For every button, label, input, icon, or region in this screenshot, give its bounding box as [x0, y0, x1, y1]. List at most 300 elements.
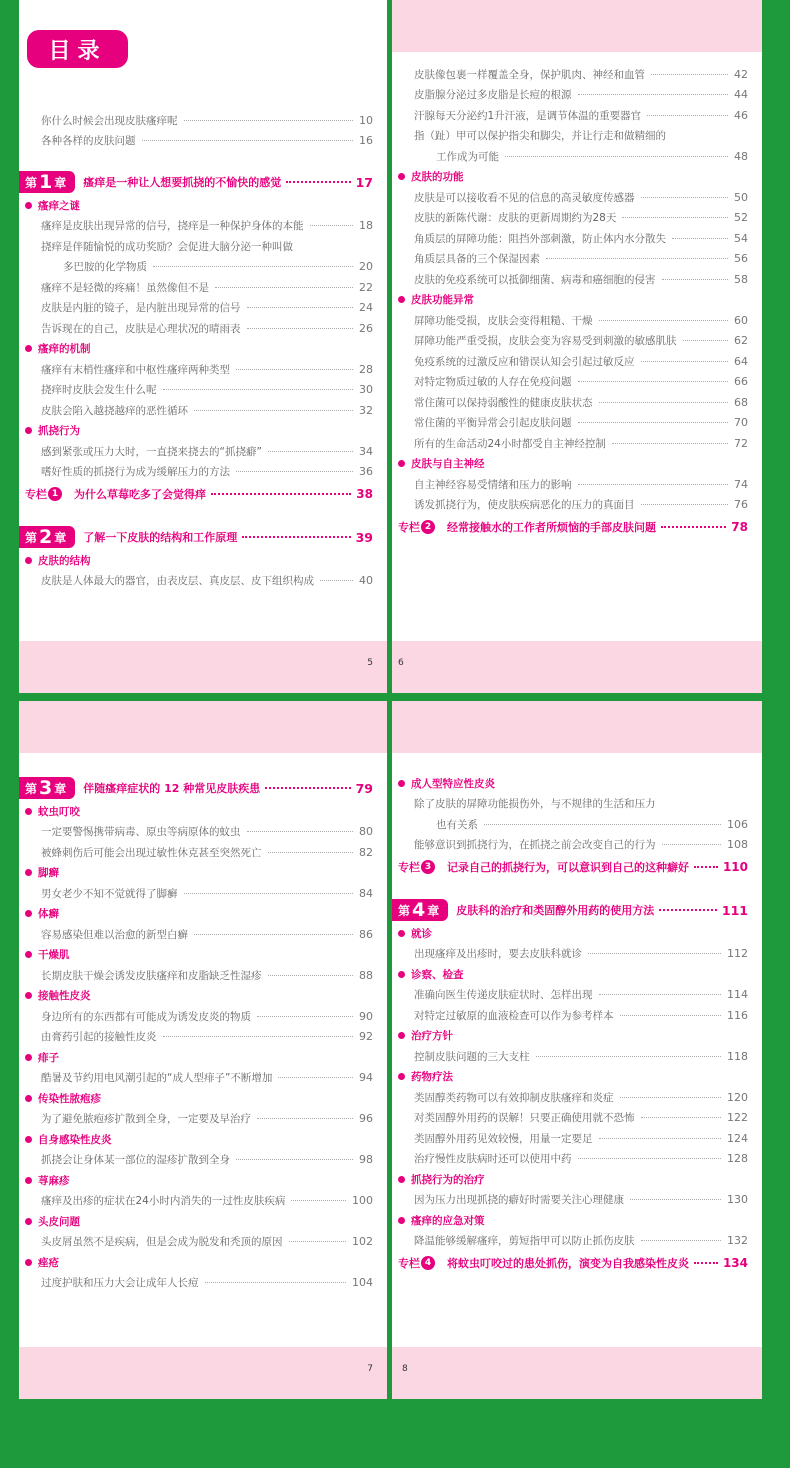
toc-entry[interactable]: [19, 842, 387, 863]
toc-section-heading: [19, 904, 387, 925]
bullet-dot-icon: [398, 1032, 405, 1039]
toc-column-row[interactable]: [392, 855, 762, 879]
entry-page-number: 98: [359, 1153, 373, 1167]
entry-page-number: 46: [734, 108, 748, 122]
toc-entry[interactable]: [19, 380, 387, 401]
dot-leader: [505, 156, 728, 157]
entry-page-number: 96: [359, 1112, 373, 1126]
toc-entry[interactable]: [392, 474, 762, 495]
bullet-dot-icon: [25, 1136, 32, 1143]
entry-page-number: 132: [727, 1234, 748, 1248]
bullet-dot-icon: [398, 1217, 405, 1224]
toc-entry[interactable]: [392, 187, 762, 208]
toc-entry[interactable]: [392, 228, 762, 249]
toc-page-8: [392, 701, 762, 1399]
dot-leader: [694, 1262, 718, 1264]
toc-entry[interactable]: [19, 1191, 387, 1212]
chapter-prefix: 第: [25, 175, 38, 190]
dot-leader: [268, 451, 353, 452]
dot-leader: [599, 320, 729, 321]
entry-title: 皮肤是人体最大的器官，由表皮层、真皮层、皮下组织构成: [41, 575, 314, 588]
entry-page-number: 16: [359, 134, 373, 148]
toc-entry[interactable]: [19, 216, 387, 237]
bullet-dot-icon: [25, 869, 32, 876]
toc-page-7: [19, 701, 387, 1399]
section-title: 抓挠行为的治疗: [411, 1173, 485, 1186]
toc-entry[interactable]: [19, 298, 387, 319]
entry-page-number: 76: [734, 498, 748, 512]
column-page-number: 38: [356, 487, 373, 501]
toc-entry[interactable]: [19, 359, 387, 380]
toc-entry[interactable]: [19, 883, 387, 904]
toc-section-heading: [19, 945, 387, 966]
page-number: 5: [367, 658, 373, 668]
toc-entry[interactable]: [392, 269, 762, 290]
toc-entry[interactable]: [19, 1232, 387, 1253]
dot-leader: [694, 866, 718, 868]
toc-entry[interactable]: [392, 331, 762, 352]
toc-entry[interactable]: [19, 257, 387, 278]
bullet-dot-icon: [398, 296, 405, 303]
entry-title: 汗腺每天分泌约1升汗液，是调节体温的重要器官: [414, 109, 642, 122]
toc-entry[interactable]: [392, 1108, 762, 1129]
toc-entry[interactable]: [392, 146, 762, 167]
section-title: 皮肤的功能: [411, 171, 464, 184]
dot-leader: [247, 307, 354, 308]
dot-leader: [662, 844, 722, 845]
column-title: 为什么草莓吃多了会觉得痒: [74, 488, 206, 501]
bullet-dot-icon: [25, 808, 32, 815]
section-title: 瘙痒的应急对策: [411, 1214, 485, 1227]
entry-page-number: 94: [359, 1071, 373, 1085]
entry-title: 各种各样的皮肤问题: [41, 135, 136, 148]
chapter-prefix: 第: [398, 903, 411, 918]
toc-section-heading: [392, 773, 762, 794]
toc-entry[interactable]: [392, 413, 762, 434]
entry-title: 常住菌的平衡异常会引起皮肤问题: [414, 417, 572, 430]
entry-title: 角质层具备的三个保湿因素: [414, 253, 540, 266]
chapter-suffix: 章: [54, 781, 67, 796]
section-gap: [19, 151, 387, 169]
entry-page-number: 108: [727, 838, 748, 852]
toc-chapter-row[interactable]: [19, 775, 387, 801]
entry-title: 屏障功能受损，皮肤会变得粗糙、干燥: [414, 314, 593, 327]
dot-leader: [546, 258, 728, 259]
chapter-page-number: 39: [355, 529, 373, 545]
chapter-suffix: 章: [54, 175, 67, 190]
section-title: 体癣: [38, 908, 59, 921]
chapter-page-number: 17: [355, 174, 373, 190]
entry-title: 免疫系统的过激反应和错误认知会引起过敏反应: [414, 355, 635, 368]
entry-page-number: 52: [734, 211, 748, 225]
toc-column-row[interactable]: [392, 515, 762, 539]
toc-entry[interactable]: [392, 249, 762, 270]
entry-title: 皮肤会陷入越挠越痒的恶性循环: [41, 404, 188, 417]
toc-list: [19, 110, 387, 591]
toc-entry[interactable]: [392, 351, 762, 372]
column-number-circle: 2: [421, 520, 435, 534]
column-number-circle: 1: [48, 487, 62, 501]
bullet-dot-icon: [398, 1176, 405, 1183]
entry-page-number: 106: [727, 817, 748, 831]
entry-title: 你什么时候会出现皮肤瘙痒呢: [41, 114, 178, 127]
page-number: 7: [367, 1364, 373, 1374]
dot-leader: [651, 74, 728, 75]
entry-page-number: 68: [734, 395, 748, 409]
toc-title-badge: 目录: [27, 30, 128, 68]
dot-leader: [672, 238, 728, 239]
entry-title: 对特定物质过敏的人存在免疫问题: [414, 376, 572, 389]
bullet-dot-icon: [25, 345, 32, 352]
entry-title: 类固醇外用药见效较慢，用量一定要足: [414, 1132, 593, 1145]
toc-entry[interactable]: [19, 822, 387, 843]
column-label: [398, 1255, 435, 1271]
section-title: 自身感染性皮炎: [38, 1133, 112, 1146]
section-title: 皮肤的结构: [38, 554, 91, 567]
entry-page-number: 128: [727, 1152, 748, 1166]
dot-leader: [163, 389, 354, 390]
dot-leader: [612, 443, 728, 444]
toc-entry[interactable]: [392, 208, 762, 229]
toc-section-heading: [19, 339, 387, 360]
chapter-title: 伴随瘙痒症状的 12 种常见皮肤疾患: [83, 782, 261, 795]
toc-entry[interactable]: [19, 277, 387, 298]
entry-title: 能够意识到抓挠行为，在抓挠之前会改变自己的行为: [414, 839, 656, 852]
entry-title: 瘙痒及出疹的症状在24小时内消失的一过性皮肤疾病: [41, 1195, 286, 1208]
entry-page-number: 130: [727, 1193, 748, 1207]
entry-title: 出现瘙痒及出疹时，要去皮肤科就诊: [414, 948, 582, 961]
toc-section-heading: [19, 1252, 387, 1273]
bullet-dot-icon: [398, 1073, 405, 1080]
page-footer-band: [19, 1347, 387, 1399]
toc-section-heading: [19, 1129, 387, 1150]
toc-entry[interactable]: [19, 571, 387, 592]
section-title: 诊察、检查: [411, 968, 464, 981]
toc-entry[interactable]: [392, 1046, 762, 1067]
chapter-title: 瘙痒是一种让人想要抓挠的不愉快的感觉: [83, 176, 282, 189]
entry-title: 常住菌可以保持弱酸性的健康皮肤状态: [414, 396, 593, 409]
toc-chapter-row[interactable]: [392, 897, 762, 923]
entry-page-number: 64: [734, 354, 748, 368]
toc-section-heading: [392, 964, 762, 985]
column-prefix: 专栏: [398, 1257, 420, 1270]
entry-page-number: 84: [359, 886, 373, 900]
section-title: 接触性皮炎: [38, 990, 91, 1003]
toc-entry[interactable]: [392, 1128, 762, 1149]
toc-list: [392, 64, 762, 539]
toc-entry[interactable]: [392, 433, 762, 454]
toc-entry[interactable]: [19, 131, 387, 152]
chapter-number: 4: [412, 899, 426, 921]
toc-entry[interactable]: [392, 1231, 762, 1252]
bullet-dot-icon: [25, 557, 32, 564]
entry-page-number: 70: [734, 416, 748, 430]
toc-section-heading: [392, 1169, 762, 1190]
dot-leader: [247, 831, 354, 832]
dot-leader: [247, 328, 354, 329]
entry-title: 自主神经容易受情绪和压力的影响: [414, 478, 572, 491]
toc-entry[interactable]: [19, 1273, 387, 1294]
toc-entry[interactable]: [19, 441, 387, 462]
bullet-dot-icon: [398, 930, 405, 937]
entry-title: 瘙痒是皮肤出现异常的信号，挠痒是一种保护身体的本能: [41, 220, 304, 233]
toc-entry[interactable]: [392, 814, 762, 835]
toc-entry[interactable]: [392, 985, 762, 1006]
entry-title: 挠痒是伴随愉悦的成功奖励？会促进大脑分泌一种叫做: [41, 240, 293, 253]
entry-title: 对类固醇外用药的误解！只要正确使用就不恐怖: [414, 1112, 635, 1125]
dot-leader: [536, 1056, 722, 1057]
page-header-band: [392, 0, 762, 52]
bullet-dot-icon: [25, 992, 32, 999]
column-prefix: 专栏: [25, 488, 47, 501]
dot-leader: [163, 1036, 354, 1037]
entry-page-number: 36: [359, 465, 373, 479]
entry-page-number: 118: [727, 1049, 748, 1063]
toc-page-6: [392, 0, 762, 693]
entry-title: 治疗慢性皮肤病时还可以使用中药: [414, 1153, 572, 1166]
dot-leader: [578, 1158, 722, 1159]
entry-page-number: 18: [359, 219, 373, 233]
entry-page-number: 60: [734, 313, 748, 327]
bullet-dot-icon: [25, 1095, 32, 1102]
toc-entry[interactable]: [19, 1068, 387, 1089]
bullet-dot-icon: [25, 1177, 32, 1184]
entry-page-number: 32: [359, 403, 373, 417]
column-prefix: 专栏: [398, 861, 420, 874]
page-header-band: [19, 701, 387, 753]
section-title: 干燥肌: [38, 949, 70, 962]
chapter-page-number: 111: [721, 902, 748, 918]
toc-page-5: [19, 0, 387, 693]
bullet-dot-icon: [398, 971, 405, 978]
chapter-prefix: 第: [25, 530, 38, 545]
dot-leader: [184, 120, 354, 121]
entry-page-number: 72: [734, 436, 748, 450]
toc-entry[interactable]: [19, 924, 387, 945]
entry-title: 所有的生命活动24小时都受自主神经控制: [414, 437, 606, 450]
column-label: [398, 859, 435, 875]
toc-entry[interactable]: [392, 105, 762, 126]
dot-leader: [242, 536, 350, 538]
section-title: 传染性脓疱疹: [38, 1092, 101, 1105]
entry-title: 长期皮肤干燥会诱发皮肤瘙痒和皮脂缺乏性湿疹: [41, 969, 262, 982]
dot-leader: [641, 1240, 722, 1241]
bullet-dot-icon: [25, 910, 32, 917]
toc-entry[interactable]: [19, 1150, 387, 1171]
dot-leader: [278, 1077, 353, 1078]
entry-page-number: 20: [359, 260, 373, 274]
section-title: 皮肤与自主神经: [411, 458, 485, 471]
entry-title: 容易感染但难以治愈的新型白癣: [41, 928, 188, 941]
toc-entry[interactable]: [392, 126, 762, 147]
toc-section-heading: [392, 1067, 762, 1088]
chapter-prefix: 第: [25, 781, 38, 796]
column-page-number: 78: [731, 520, 748, 534]
toc-entry[interactable]: [19, 965, 387, 986]
bullet-dot-icon: [25, 1259, 32, 1266]
column-page-number: 134: [722, 1256, 748, 1270]
chapter-title: 皮肤科的治疗和类固醇外用药的使用方法: [456, 904, 655, 917]
column-title: 记录自己的抓挠行为，可以意识到自己的这种癖好: [447, 861, 689, 874]
toc-entry[interactable]: [19, 1027, 387, 1048]
toc-section-heading: [392, 1026, 762, 1047]
dot-leader: [265, 787, 350, 789]
dot-leader: [320, 580, 353, 581]
entry-title: 皮脂腺分泌过多皮脂是长痘的根源: [414, 89, 572, 102]
column-number-circle: 3: [421, 860, 435, 874]
toc-section-heading: [19, 801, 387, 822]
section-title: 头皮问题: [38, 1215, 80, 1228]
entry-page-number: 74: [734, 477, 748, 491]
toc-list: [392, 773, 762, 1275]
toc-section-heading: [19, 421, 387, 442]
page-header-band: [392, 701, 762, 753]
toc-entry[interactable]: [392, 64, 762, 85]
toc-entry[interactable]: [19, 318, 387, 339]
page-footer-band: [19, 641, 387, 693]
toc-section-heading: [392, 454, 762, 475]
toc-entry[interactable]: [392, 944, 762, 965]
entry-title: 除了皮肤的屏障功能损伤外，与不规律的生活和压力: [414, 798, 656, 811]
toc-entry[interactable]: [392, 495, 762, 516]
entry-page-number: 120: [727, 1090, 748, 1104]
dot-leader: [578, 381, 729, 382]
page-footer-band: [392, 641, 762, 693]
entry-page-number: 88: [359, 968, 373, 982]
toc-section-heading: [19, 550, 387, 571]
dot-leader: [236, 369, 353, 370]
toc-entry[interactable]: [19, 400, 387, 421]
dot-leader: [257, 1118, 353, 1119]
entry-page-number: 22: [359, 280, 373, 294]
dot-leader: [194, 410, 353, 411]
toc-entry[interactable]: [392, 372, 762, 393]
dot-leader: [268, 852, 354, 853]
entry-title: 头皮屑虽然不是疾病，但是会成为脱发和秃顶的原因: [41, 1236, 283, 1249]
dot-leader: [194, 934, 353, 935]
section-gap: [19, 506, 387, 524]
dot-leader: [268, 975, 354, 976]
column-title: 经常接触水的工作者所烦恼的手部皮肤问题: [447, 521, 656, 534]
bullet-dot-icon: [25, 951, 32, 958]
entry-title: 嗜好性质的抓挠行为成为缓解压力的方法: [41, 466, 230, 479]
entry-title: 皮肤像包裹一样覆盖全身，保护肌肉、神经和血管: [414, 68, 645, 81]
toc-section-heading: [19, 986, 387, 1007]
toc-entry[interactable]: [19, 236, 387, 257]
section-title: 皮肤功能异常: [411, 294, 474, 307]
dot-leader: [620, 1015, 722, 1016]
chapter-title: 了解一下皮肤的结构和工作原理: [83, 531, 238, 544]
dot-leader: [205, 1282, 347, 1283]
toc-section-heading: [392, 167, 762, 188]
dot-leader: [659, 909, 717, 911]
entry-title: 酷暑及节约用电风潮引起的“成人型痱子”不断增加: [41, 1072, 273, 1085]
dot-leader: [661, 526, 726, 528]
bullet-dot-icon: [25, 202, 32, 209]
entry-title: 被蜂刺伤后可能会出现过敏性休克甚至突然死亡: [41, 846, 262, 859]
bullet-dot-icon: [398, 460, 405, 467]
toc-section-heading: [392, 923, 762, 944]
toc-entry[interactable]: [392, 1149, 762, 1170]
entry-page-number: 90: [359, 1009, 373, 1023]
entry-page-number: 112: [727, 947, 748, 961]
entry-title: 一定要警惕携带病毒、原虫等病原体的蚊虫: [41, 826, 241, 839]
entry-title: 工作成为可能: [436, 150, 499, 163]
dot-leader: [257, 1016, 353, 1017]
toc-chapter-row[interactable]: [19, 169, 387, 195]
entry-title: 由膏药引起的接触性皮炎: [41, 1031, 157, 1044]
entry-page-number: 50: [734, 190, 748, 204]
entry-page-number: 54: [734, 231, 748, 245]
toc-entry[interactable]: [392, 794, 762, 815]
bullet-dot-icon: [25, 427, 32, 434]
section-title: 荨麻疹: [38, 1174, 70, 1187]
toc-entry[interactable]: [19, 1109, 387, 1130]
toc-entry[interactable]: [392, 835, 762, 856]
toc-entry[interactable]: [392, 1190, 762, 1211]
dot-leader: [142, 140, 354, 141]
toc-column-row[interactable]: [19, 482, 387, 506]
column-number-circle: 4: [421, 1256, 435, 1270]
bullet-dot-icon: [25, 1218, 32, 1225]
toc-entry[interactable]: [392, 1087, 762, 1108]
toc-chapter-row[interactable]: [19, 524, 387, 550]
dot-leader: [184, 893, 354, 894]
dot-leader: [599, 402, 729, 403]
toc-entry[interactable]: [19, 110, 387, 131]
dot-leader: [236, 1159, 353, 1160]
entry-page-number: 48: [734, 149, 748, 163]
bullet-dot-icon: [25, 1054, 32, 1061]
column-label: [25, 486, 62, 502]
section-title: 痱子: [38, 1051, 59, 1064]
dot-leader: [286, 181, 350, 183]
toc-entry[interactable]: [19, 1006, 387, 1027]
entry-title: 皮肤是内脏的镜子，是内脏出现异常的信号: [41, 302, 241, 315]
section-title: 蚊虫叮咬: [38, 805, 80, 818]
dot-leader: [578, 422, 729, 423]
dot-leader: [236, 471, 353, 472]
dot-leader: [215, 287, 353, 288]
entry-title: 为了避免脓疱疹扩散到全身，一定要及早治疗: [41, 1113, 251, 1126]
entry-title: 诱发抓挠行为，使皮肤疾病恶化的压力的真面目: [414, 499, 635, 512]
toc-section-heading: [392, 1210, 762, 1231]
toc-entry[interactable]: [19, 462, 387, 483]
entry-title: 过度护肤和压力大会让成年人长痘: [41, 1277, 199, 1290]
toc-section-heading: [392, 290, 762, 311]
entry-title: 降温能够缓解瘙痒，剪短指甲可以防止抓伤皮肤: [414, 1235, 635, 1248]
dot-leader: [662, 279, 729, 280]
toc-entry[interactable]: [392, 310, 762, 331]
entry-page-number: 102: [352, 1235, 373, 1249]
toc-entry[interactable]: [392, 392, 762, 413]
entry-title: 指（趾）甲可以保护指尖和脚尖，并让行走和做精细的: [414, 130, 666, 143]
bullet-dot-icon: [398, 780, 405, 787]
toc-entry[interactable]: [392, 85, 762, 106]
dot-leader: [683, 340, 729, 341]
chapter-suffix: 章: [54, 530, 67, 545]
section-title: 抓挠行为: [38, 425, 80, 438]
page-number: 6: [398, 658, 404, 668]
entry-page-number: 10: [359, 113, 373, 127]
toc-column-row[interactable]: [392, 1251, 762, 1275]
entry-page-number: 58: [734, 272, 748, 286]
toc-entry[interactable]: [392, 1005, 762, 1026]
entry-page-number: 124: [727, 1131, 748, 1145]
chapter-number: 1: [39, 171, 53, 193]
entry-page-number: 28: [359, 362, 373, 376]
entry-title: 类固醇类药物可以有效抑制皮肤瘙痒和炎症: [414, 1091, 614, 1104]
